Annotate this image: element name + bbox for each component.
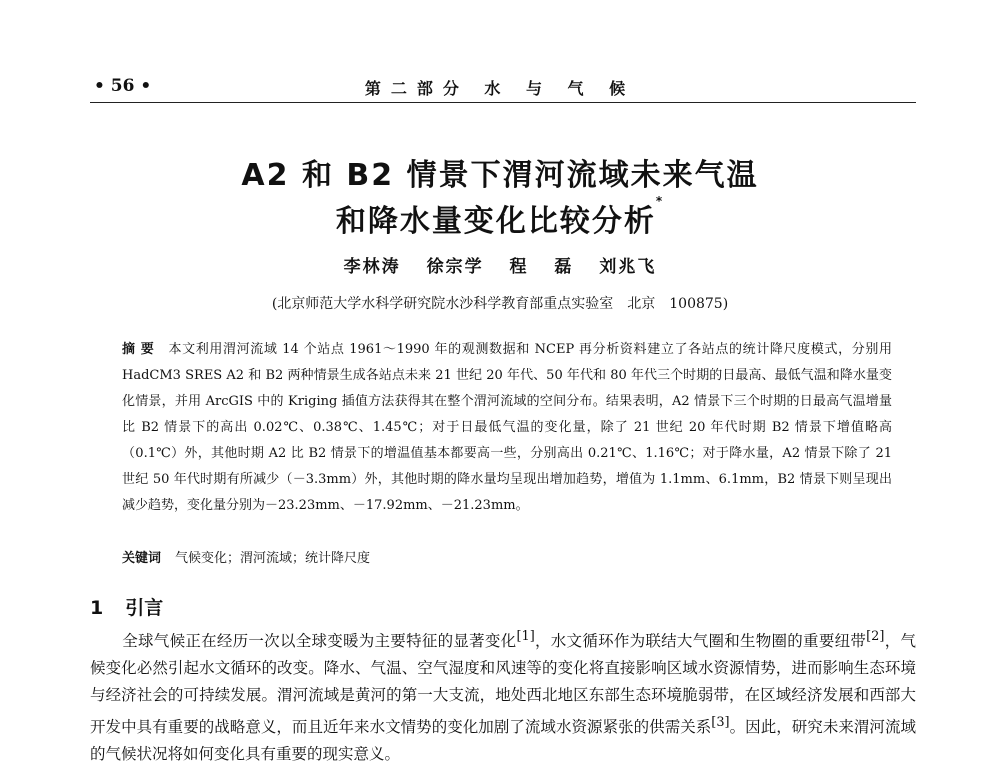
paper-title-line-2 (0, 196, 1000, 240)
body-paragraph (90, 623, 916, 768)
abstract-text: 本文利用渭河流域 14 个站点 1961～1990 年的观测数据和 NCEP 再分析资料建立了各站点的统计降尺度模式，分别用 HadCM3 SRES A2 和 B2 两种情景生成各站点未来 21 世纪 20 年代、50 年代和 80 年代三个时期的日最高、最低气温和降水量变化情景，并用 ArcGIS 中的 Kriging 插值方法获得其在整个渭河流域的空间分布。结果表明，A2 情景下三个时期的日最高气温增量比 B2 情景下的高出 0.02℃、0.38℃、1.45℃；对于日最低气温的变化量，除了 21 世纪 20 年代时期 B2 情景下增值略高（0.1℃）外，其他时期 A2 比 B2 情景下的增温值基本都要高一些，分别高出 0.21℃、1.16℃；对于降水量，A2 情景下除了 21 世纪 50 年代时期有所减少（－3.3mm）外，其他时期的降水量均呈现出增加趋势，增值为 1.1mm、6.1mm，B2 情景下则呈现出减少趋势，变化量分别为－23.23mm、－17.92mm、－21.23mm。 (122, 342, 892, 513)
keywords-label: 关键词 (122, 551, 162, 566)
body-text-4: 。因此，研究未来渭河流域的气候状况将如何变化具有重要的现实意义。 (90, 718, 916, 764)
citation-1: [1] (516, 629, 535, 644)
authors: 李林涛 徐宗学 程 磊 刘兆飞 (343, 257, 657, 277)
keywords (122, 546, 892, 572)
section-title: 引言 (125, 597, 164, 619)
section-heading (90, 593, 163, 620)
citation-3: [3] (711, 715, 730, 731)
paper-title-line-2-text: 和降水量变化比较分析 (335, 204, 656, 239)
body-text-3: ，气候变化必然引起水文循环的改变。降水、气温、空气湿度和风速等的变化将直接影响区域水资源情势，进而影响生态环境与经济社会的可持续发展。渭河流域是黄河的第一大支流，地处西北地区东部生态环境脆弱带，在区域经济发展和西部大开发中具有重要的战略意义，而且近年来水文情势的变化加剧了流域水资源紧张的供需关系 (90, 632, 916, 737)
abstract (122, 337, 892, 519)
body-text-1: 全球气候正在经历一次以全球变暖为主要特征的显著变化 (122, 632, 517, 651)
paper-title-line-1: A2 和 B2 情景下渭河流域未来气温 (241, 158, 759, 193)
title-footnote-mark: * (655, 194, 665, 208)
keywords-text: 气候变化；渭河流域；统计降尺度 (175, 551, 371, 566)
running-header-title: 第二部分 水 与 气 候 (364, 79, 636, 98)
page-number: • 56 • (94, 76, 152, 96)
body-text-2: ，水文循环作为联结大气圈和生物圈的重要纽带 (534, 632, 867, 651)
affiliation: (北京师范大学水科学研究院水沙科学教育部重点实验室 北京 100875) (271, 296, 729, 312)
header-rule (90, 102, 916, 103)
abstract-label: 摘 要 (122, 342, 155, 357)
citation-2: [2] (866, 629, 885, 644)
section-number: 1 (90, 597, 104, 619)
